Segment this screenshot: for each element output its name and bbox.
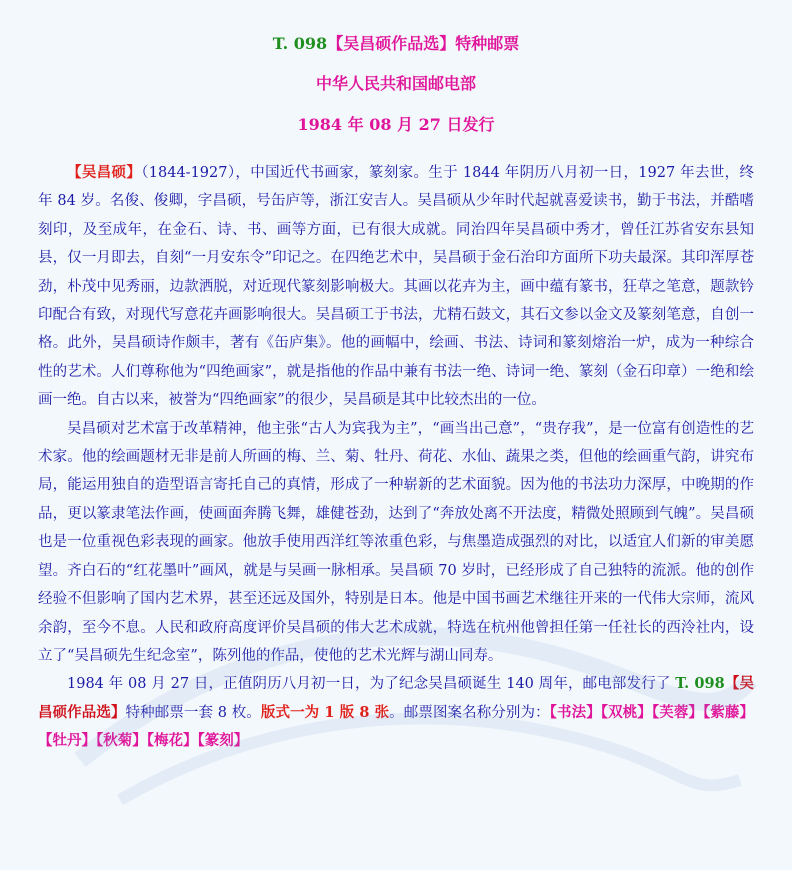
paragraph-issue-info: [38, 670, 754, 755]
sheet-format: 版式一为 1 版 8 张: [260, 703, 390, 721]
stamp-title: [0, 31, 792, 54]
stamp-design-7: 【篆刻】: [197, 732, 249, 750]
article-body: [38, 159, 754, 756]
paragraph-3-intro: 1984 年 08 月 27 日，正值阴历八月初一日，为了纪念吴昌硕诞生 140 周年，邮电部发行了: [67, 676, 676, 693]
paragraph-1-text: （1844-1927），中国近代书画家，篆刻家。生于 1844 年阴历八月初一日，1927 年去世，终年 84 岁。名俊、俊卿，字昌硕，号缶庐等，浙江安吉人。吴昌硕从少年时代起就喜爱读书，勤于书法，并酷嗜刻印，及至成年，在金石、诗、书、画等方面，已有很大成就。同治四年吴昌硕中秀才，曾任江苏省安东县知县，仅一月即去，自刻“一月安东令”印记之。在四绝艺术中，吴昌硕于金石治印方面所下功夫最深。其印浑厚苍劲，朴茂中见秀丽，边款洒脱，对近现代篆刻影响极大。其画以花卉为主，画中蕴有篆书，狂草之笔意，题款钤印配合有致，对现代写意花卉画影响很大。吴昌硕工于书法，尤精石鼓文，其石文参以金文及篆刻笔意，自创一格。此外，吴昌硕诗作颇丰，著有《缶庐集》。他的画幅中，绘画、书法、诗词和篆刻熔治一炉，成为一种综合性的艺术。人们尊称他为“四绝画家”，就是指他的作品中兼有书法一绝、诗词一绝、篆刻（金石印章）一绝和绘画一绝。自古以来，被誉为“四绝画家”的很少，吴昌硕是其中比较杰出的一位。: [38, 165, 754, 409]
stamp-design-6: 【梅花】: [146, 732, 198, 750]
issue-code: T. 098: [675, 675, 725, 693]
stamp-code: T. 098: [272, 34, 328, 53]
paragraph-3-after: 。邮票图案名称分别为：: [389, 704, 550, 721]
stamp-design-3: 【紫藤】: [703, 703, 755, 721]
stamp-design-2: 【芙蓉】: [651, 703, 703, 721]
paragraph-artistic-style: 吴昌硕对艺术富于改革精神，他主张“古人为宾我为主”，“画当出己意”，“贵存我”，是一位富有创造性的艺术家。他的绘画题材无非是前人所画的梅、兰、菊、牡丹、荷花、水仙、蔬果之类，但他的绘画重气韵，讲究布局，能运用独自的造型语言寄托自己的真情，形成了一种崭新的艺术面貌。因为他的书法功力深厚，中晚期的作品，更以篆隶笔法作画，使画面奔腾飞舞，雄健苍劲，达到了“奔放处离不开法度，精微处照顾到气魄”。吴昌硕也是一位重视色彩表现的画家。他放手使用西洋红等浓重色彩，与焦墨造成强烈的对比，以适宜人们新的审美愿望。齐白石的“红花墨叶”画风，就是与吴画一脉相承。吴昌硕 70 岁时，已经形成了自己独特的流派。他的创作经验不但影响了国内艺术界，甚至还远及国外，特别是日本。他是中国书画艺术继往开来的一代伟大宗师，流风余韵，至今不息。人民和政府高度评价吴昌硕的伟大艺术成就，特选在杭州他曾担任第一任社长的西泠社内，设立了“吴昌硕先生纪念室”，陈列他的作品，使他的艺术光辉与湖山同寿。: [38, 420, 754, 664]
stamp-design-0: 【书法】: [549, 703, 601, 721]
stamp-design-4: 【牡丹】: [38, 732, 96, 750]
issue-date: 1984 年 08 月 27 日发行: [297, 115, 495, 134]
issue-set-name: 【吴昌硕作品选】: [38, 675, 754, 721]
paragraph-biography: [38, 159, 754, 415]
stamp-name: 【吴昌硕作品选】特种邮票: [327, 34, 520, 53]
stamp-design-5: 【秋菊】: [96, 732, 147, 750]
artist-name-highlight: 【吴昌硕】: [67, 164, 142, 181]
stamp-design-1: 【双桃】: [600, 703, 652, 721]
paragraph-3-mid: 特种邮票一套 8 枚。: [125, 704, 261, 721]
issuer: 中华人民共和国邮电部: [315, 74, 476, 93]
